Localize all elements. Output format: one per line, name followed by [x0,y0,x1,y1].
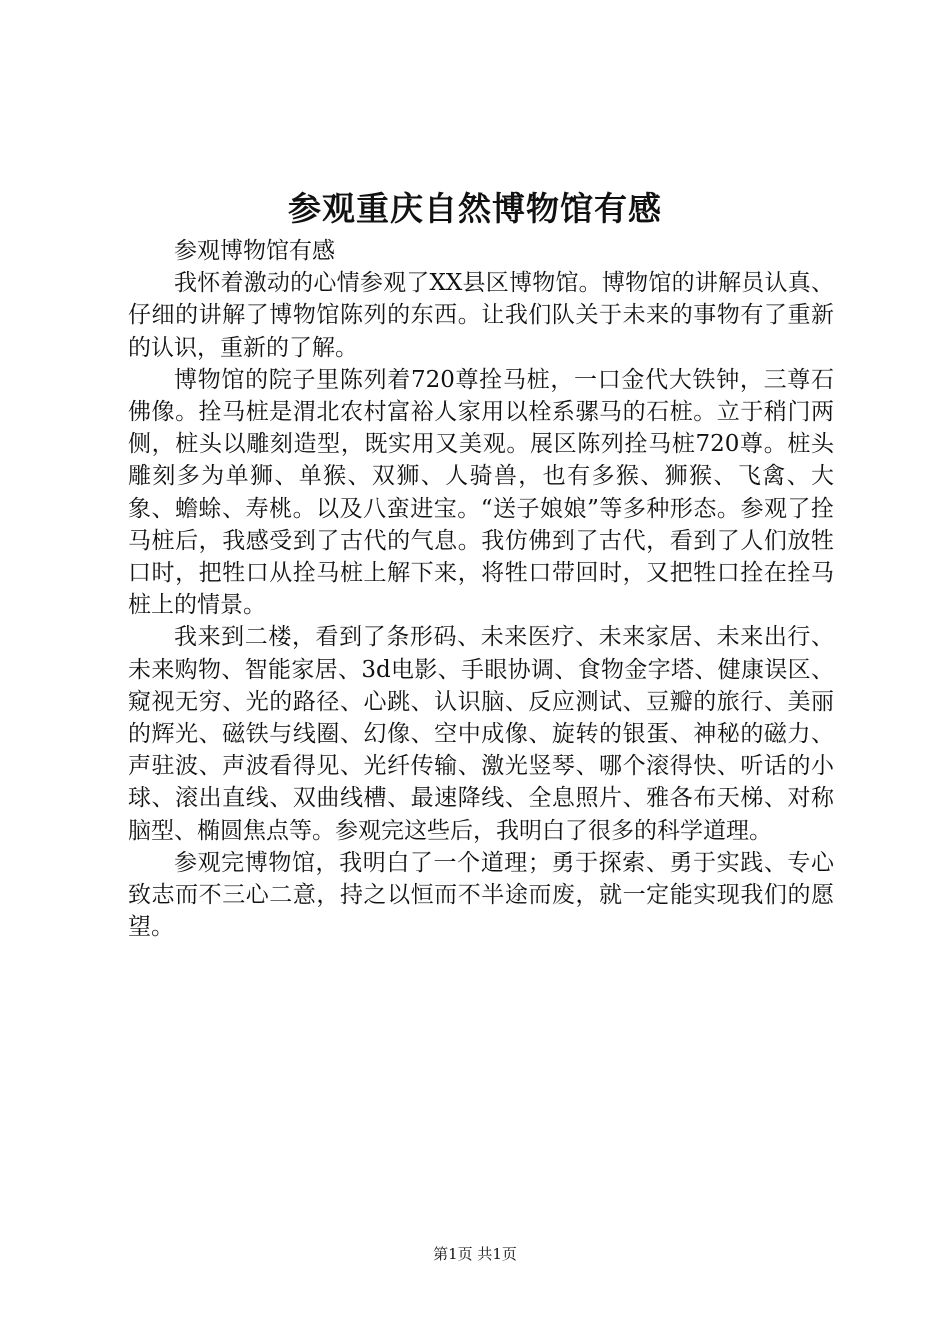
document-body [128,235,834,943]
paragraph: 我怀着激动的心情参观了XX县区博物馆。博物馆的讲解员认真、仔细的讲解了博物馆陈列的东西。让我们队关于未来的事物有了重新的认识，重新的了解。 [128,270,834,361]
paragraph-subtitle: 参观博物馆有感 [174,238,335,264]
paragraph: 我来到二楼，看到了条形码、未来医疗、未来家居、未来出行、未来购物、智能家居、3d电影、手眼协调、食物金字塔、健康误区、窥视无穷、光的路径、心跳、认识脑、反应测试、豆瓣的旅行、美丽的辉光、磁铁与线圈、幻像、空中成像、旋转的银蛋、神秘的磁力、声驻波、声波看得见、光纤传输、激光竖琴、哪个滚得快、听话的小球、滚出直线、双曲线槽、最速降线、全息照片、雅各布天梯、对称脑型、椭圆焦点等。参观完这些后，我明白了很多的科学道理。 [128,624,834,844]
paragraph: 参观完博物馆，我明白了一个道理；勇于探索、勇于实践、专心致志而不三心二意，持之以恒而不半途而废，就一定能实现我们的愿望。 [128,849,834,941]
paragraph: 博物馆的院子里陈列着720尊拴马桩，一口金代大铁钟，三尊石佛像。拴马桩是渭北农村富裕人家用以栓系骡马的石桩。立于稍门两侧，桩头以雕刻造型，既实用又美观。展区陈列拴马桩720尊。桩头雕刻多为单狮、单猴、双狮、人骑兽，也有多猴、狮猴、飞禽、大象、蟾蜍、寿桃。以及八蛮进宝。“送子娘娘”等多种形态。参观了拴马桩后，我感受到了古代的气息。我仿佛到了古代，看到了人们放牲口时，把牲口从拴马桩上解下来，将牲口带回时，又把牲口拴在拴马桩上的情景。 [128,366,834,619]
document-title: 参观重庆自然博物馆有感 [288,189,662,228]
page-footer: 第1页 共1页 [433,1245,517,1263]
